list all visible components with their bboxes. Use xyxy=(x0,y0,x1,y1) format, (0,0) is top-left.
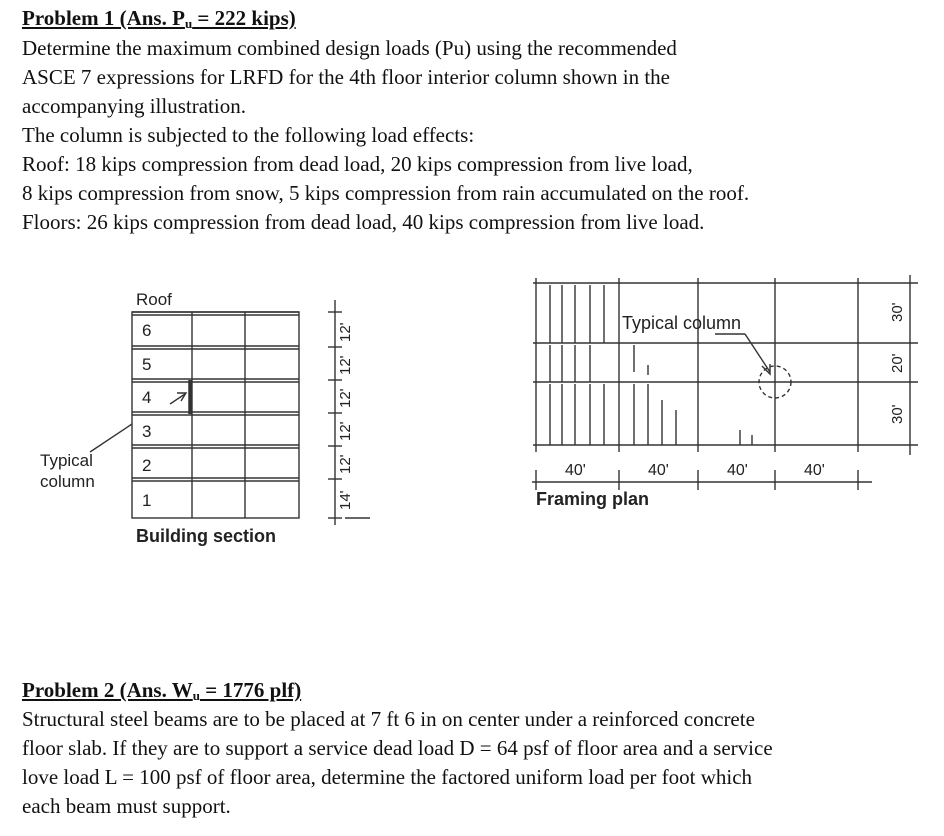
floor-label-1: 1 xyxy=(142,491,152,510)
typical-column-plan-label: Typical column xyxy=(622,313,742,333)
bay-depth-1: 30' xyxy=(889,302,906,322)
bay-depth-2: 20' xyxy=(889,353,906,373)
story-height-3: 12' xyxy=(337,421,354,441)
framing-plan xyxy=(532,275,918,490)
floor-label-6: 6 xyxy=(142,321,152,340)
floor-label-3: 3 xyxy=(142,422,152,441)
problem1-line-1: Determine the maximum combined design loads (Pu) using the recommended xyxy=(22,36,677,60)
problem2-line-2: floor slab. If they are to support a service dead load D = 64 psf of floor area and a service xyxy=(22,736,773,760)
story-height-4: 12' xyxy=(337,388,354,408)
typical-column-label-line1: Typical xyxy=(40,451,93,470)
problem1-line-6: 8 kips compression from snow, 5 kips compression from rain accumulated on the roof. xyxy=(22,181,750,205)
story-height-6: 12' xyxy=(337,322,354,342)
story-height-5: 12' xyxy=(337,355,354,375)
story-height-1: 14' xyxy=(337,490,354,510)
problem1-line-5: Roof: 18 kips compression from dead load, 20 kips compression from live load, xyxy=(22,152,693,176)
floor-label-5: 5 xyxy=(142,355,152,374)
floor-label-4: 4 xyxy=(142,388,152,407)
problem2-line-4: each beam must support. xyxy=(22,794,231,818)
framing-plan-caption: Framing plan xyxy=(536,489,650,509)
typical-column-label-line2: column xyxy=(40,472,95,491)
building-section-caption: Building section xyxy=(136,526,277,546)
problem1-line-4: The column is subjected to the following load effects: xyxy=(22,123,475,147)
problem2-heading: Problem 2 (Ans. $W_u = 1776$ plf) xyxy=(22,678,302,703)
roof-label: Roof xyxy=(136,290,172,309)
floor-label-2: 2 xyxy=(142,456,152,475)
problem1-line-3: accompanying illustration. xyxy=(22,94,246,118)
typical-column-pointer xyxy=(90,424,132,452)
bay-width-4: 40' xyxy=(804,462,825,479)
building-section xyxy=(90,300,370,525)
problem1-heading: Problem 1 (Ans. $P_u = 222$ kips) xyxy=(22,6,296,31)
bay-depth-3: 30' xyxy=(889,404,906,424)
story-height-2: 12' xyxy=(337,454,354,474)
problem1-line-7: Floors: 26 kips compression from dead load, 40 kips compression from live load. xyxy=(22,210,705,234)
bay-width-1: 40' xyxy=(565,462,586,479)
bay-width-3: 40' xyxy=(727,462,748,479)
problem2-line-3: love load L = 100 psf of floor area, determine the factored uniform load per foot which xyxy=(22,765,753,789)
problem2-line-1: Structural steel beams are to be placed at 7 ft 6 in on center under a reinforced concrete xyxy=(22,707,755,731)
bay-width-2: 40' xyxy=(648,462,669,479)
problem1-line-2: ASCE 7 expressions for LRFD for the 4th floor interior column shown in the xyxy=(22,65,671,89)
typical-column-leader xyxy=(745,334,770,372)
